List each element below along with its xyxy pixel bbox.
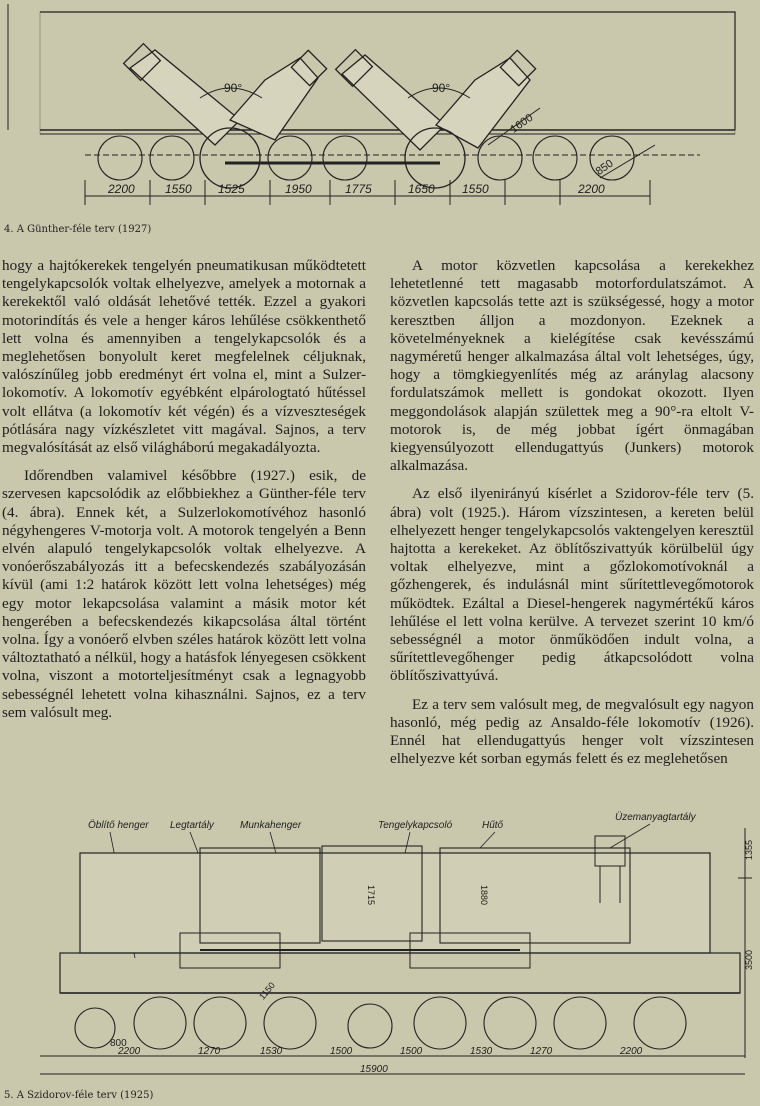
figure-5-caption: 5. A Szidorov-féle terv (1925) xyxy=(4,1090,154,1101)
dim-bottom: 1550 xyxy=(462,182,489,196)
left-column xyxy=(2,257,366,732)
angle-label-left: 90° xyxy=(224,81,243,95)
dim-wheel-bottom: 800 xyxy=(110,1038,127,1049)
paragraph: Időrendben valamivel későbbre (1927.) esik, de szervesen kapcsolódik az előbbiekhez a Günther-féle terv (4. ábra). Ennek két, a Sulzerlokomotívéhoz hasonló négyhengeres V-motorja volt. A motorok tengelyén a Benn elvén alapuló tengelykapcsolók voltak elhelyezve. A vonóerőszabályozás itt a befecskendezés szabályozásán kívül (ami 1:2 határok között lett volna lehetséges) még egy motor lekapcsolása valamint a másik motor két hengerében a befecskendezés kikapcsolása által történt volna. Így a vonóerő elvben széles határok között lett volna változtatható a nélkül, hogy a hatásfok lényegesen csökkent volna, viszont a motorteljesítményt csak a legnagyobb sebességnél lehetett volna kihasználni. Sajnos, ez a terv sem valósult meg. xyxy=(2,467,366,721)
dim-vertical: 3500 xyxy=(744,949,754,970)
dim-bottom: 1550 xyxy=(165,182,192,196)
label-oblito-henger: Öblítő henger xyxy=(88,820,149,831)
dim-small: 1150 xyxy=(256,980,278,1002)
dim-bottom: 2200 xyxy=(578,182,605,196)
dim-bottom: 1530 xyxy=(260,1046,283,1057)
dim-bottom: 1650 xyxy=(408,182,435,196)
label-tengelykapcsolo: Tengelykapcsoló xyxy=(378,820,453,831)
angle-label-right: 90° xyxy=(432,81,451,95)
dim-bottom: 1525 xyxy=(218,182,245,196)
dim-wheel: 850 xyxy=(593,157,616,178)
label-huto: Hűtő xyxy=(482,820,504,831)
label-uzemanyagtartaly: Üzemanyagtartály xyxy=(615,812,696,823)
szidorov-locomotive-diagram xyxy=(0,808,760,1084)
paragraph: A motor közvetlen kapcsolása a kerekekhez lehetetlenné tett magasabb motorfordulatszámot. A közvetlen kapcsolás tette azt is szükségessé, hogy a motor keresztben álljon a mozdonyon. Ezeknek a követelményeknek a kielégítése csak kevésszámú nagyméretű henger alkalmazása által volt lehetséges, úgy, hogy a tömgkiegyenlítés még az aránylag alacsony fordulatszámok mellett is gondokat okozott. Ilyen meggondolások alapján születtek meg a 90°-ra eltolt V-motorok is, de még jobbat ígért önmagában kiegyensúlyozott ellendugattyús (Junkers) motorok alkalmazása. xyxy=(390,257,754,475)
dim-bottom: 2200 xyxy=(620,1046,643,1057)
dim-total: 15900 xyxy=(360,1064,388,1075)
dim-bottom: 1500 xyxy=(330,1046,353,1057)
dim-vertical: 1880 xyxy=(479,885,489,906)
paragraph: Az első ilyenirányú kísérlet a Szidorov-féle terv (5. ábra) volt (1925.). Három vízszintesen, a kereten belül elhelyezett henger tengelykapcsolós vaktengelyen keresztül hajtotta a kerekeket. Az öblítőszivattyúk körülbelül úgy voltak elhelyezve, mint a gőzlokomotívoknál a gőzhengerek, és indulásnál mint sűrítettlevegőmotorok működtek. Ezáltal a Diesel-hengerek nagymértékű káros lehűlése el lett volna kerülve. A tervezet szerint 10 km/ó sebességnél a motor önműködően indult volna, a sűrítettlevegőhenger pedig átkapcsolódott volna öblítőszivattyúvá. xyxy=(390,485,754,685)
dim-bottom: 2200 xyxy=(108,182,135,196)
gunther-locomotive-diagram xyxy=(0,0,760,222)
dim-bottom: 1775 xyxy=(345,182,372,196)
dim-bottom: 1270 xyxy=(530,1046,553,1057)
label-munkahenger: Munkahenger xyxy=(240,820,302,831)
dim-bottom: 2200 xyxy=(118,1046,141,1057)
dim-vertical: 1715 xyxy=(366,885,376,906)
dim-vertical: 1355 xyxy=(744,839,754,860)
paragraph: Ez a terv sem valósult meg, de megvalósult egy nagyon hasonló, még pedig az Ansaldo-féle lokomotív (1926). Ennél hat ellendugattyús henger volt vízszintesen elhelyezve két sorban egymás felett és ez meglehetősen xyxy=(390,695,754,768)
dim-bottom: 1270 xyxy=(198,1046,221,1057)
dim-bottom: 1950 xyxy=(285,182,312,196)
paragraph: hogy a hajtókerekek tengelyén pneumatikusan működtetett tengelykapcsolók voltak elhelyezve, amelyek a motornak a kerekektől való oldását lehetővé tették. Ezzel a gyakori motorindítás és vele a henger káros lehűlése csökkenthető lett volna és amennyiben a tengelykapcsolók és a meglehetősen bonyolult keret megfelelnek céljuknak, valószínűleg jobb eredményt ért volna el, mint a Sulzer-lokomotív. A lokomotív egyébként elpárologtató hűtéssel volt ellátva (a lokomotív két végén) és a vízveszteségek pótlására nagy vízkészletet vitt magával. Sajnos, a terv megvalósítását az első világháború megakadályozta. xyxy=(2,257,366,457)
figure-4-caption: 4. A Günther-féle terv (1927) xyxy=(4,224,152,235)
dim-bottom: 1530 xyxy=(470,1046,493,1057)
label-legtartaly: Legtartály xyxy=(170,820,214,831)
dim-bottom: 1500 xyxy=(400,1046,423,1057)
dim-diagonal: 1600 xyxy=(508,111,536,136)
right-column xyxy=(390,257,754,778)
